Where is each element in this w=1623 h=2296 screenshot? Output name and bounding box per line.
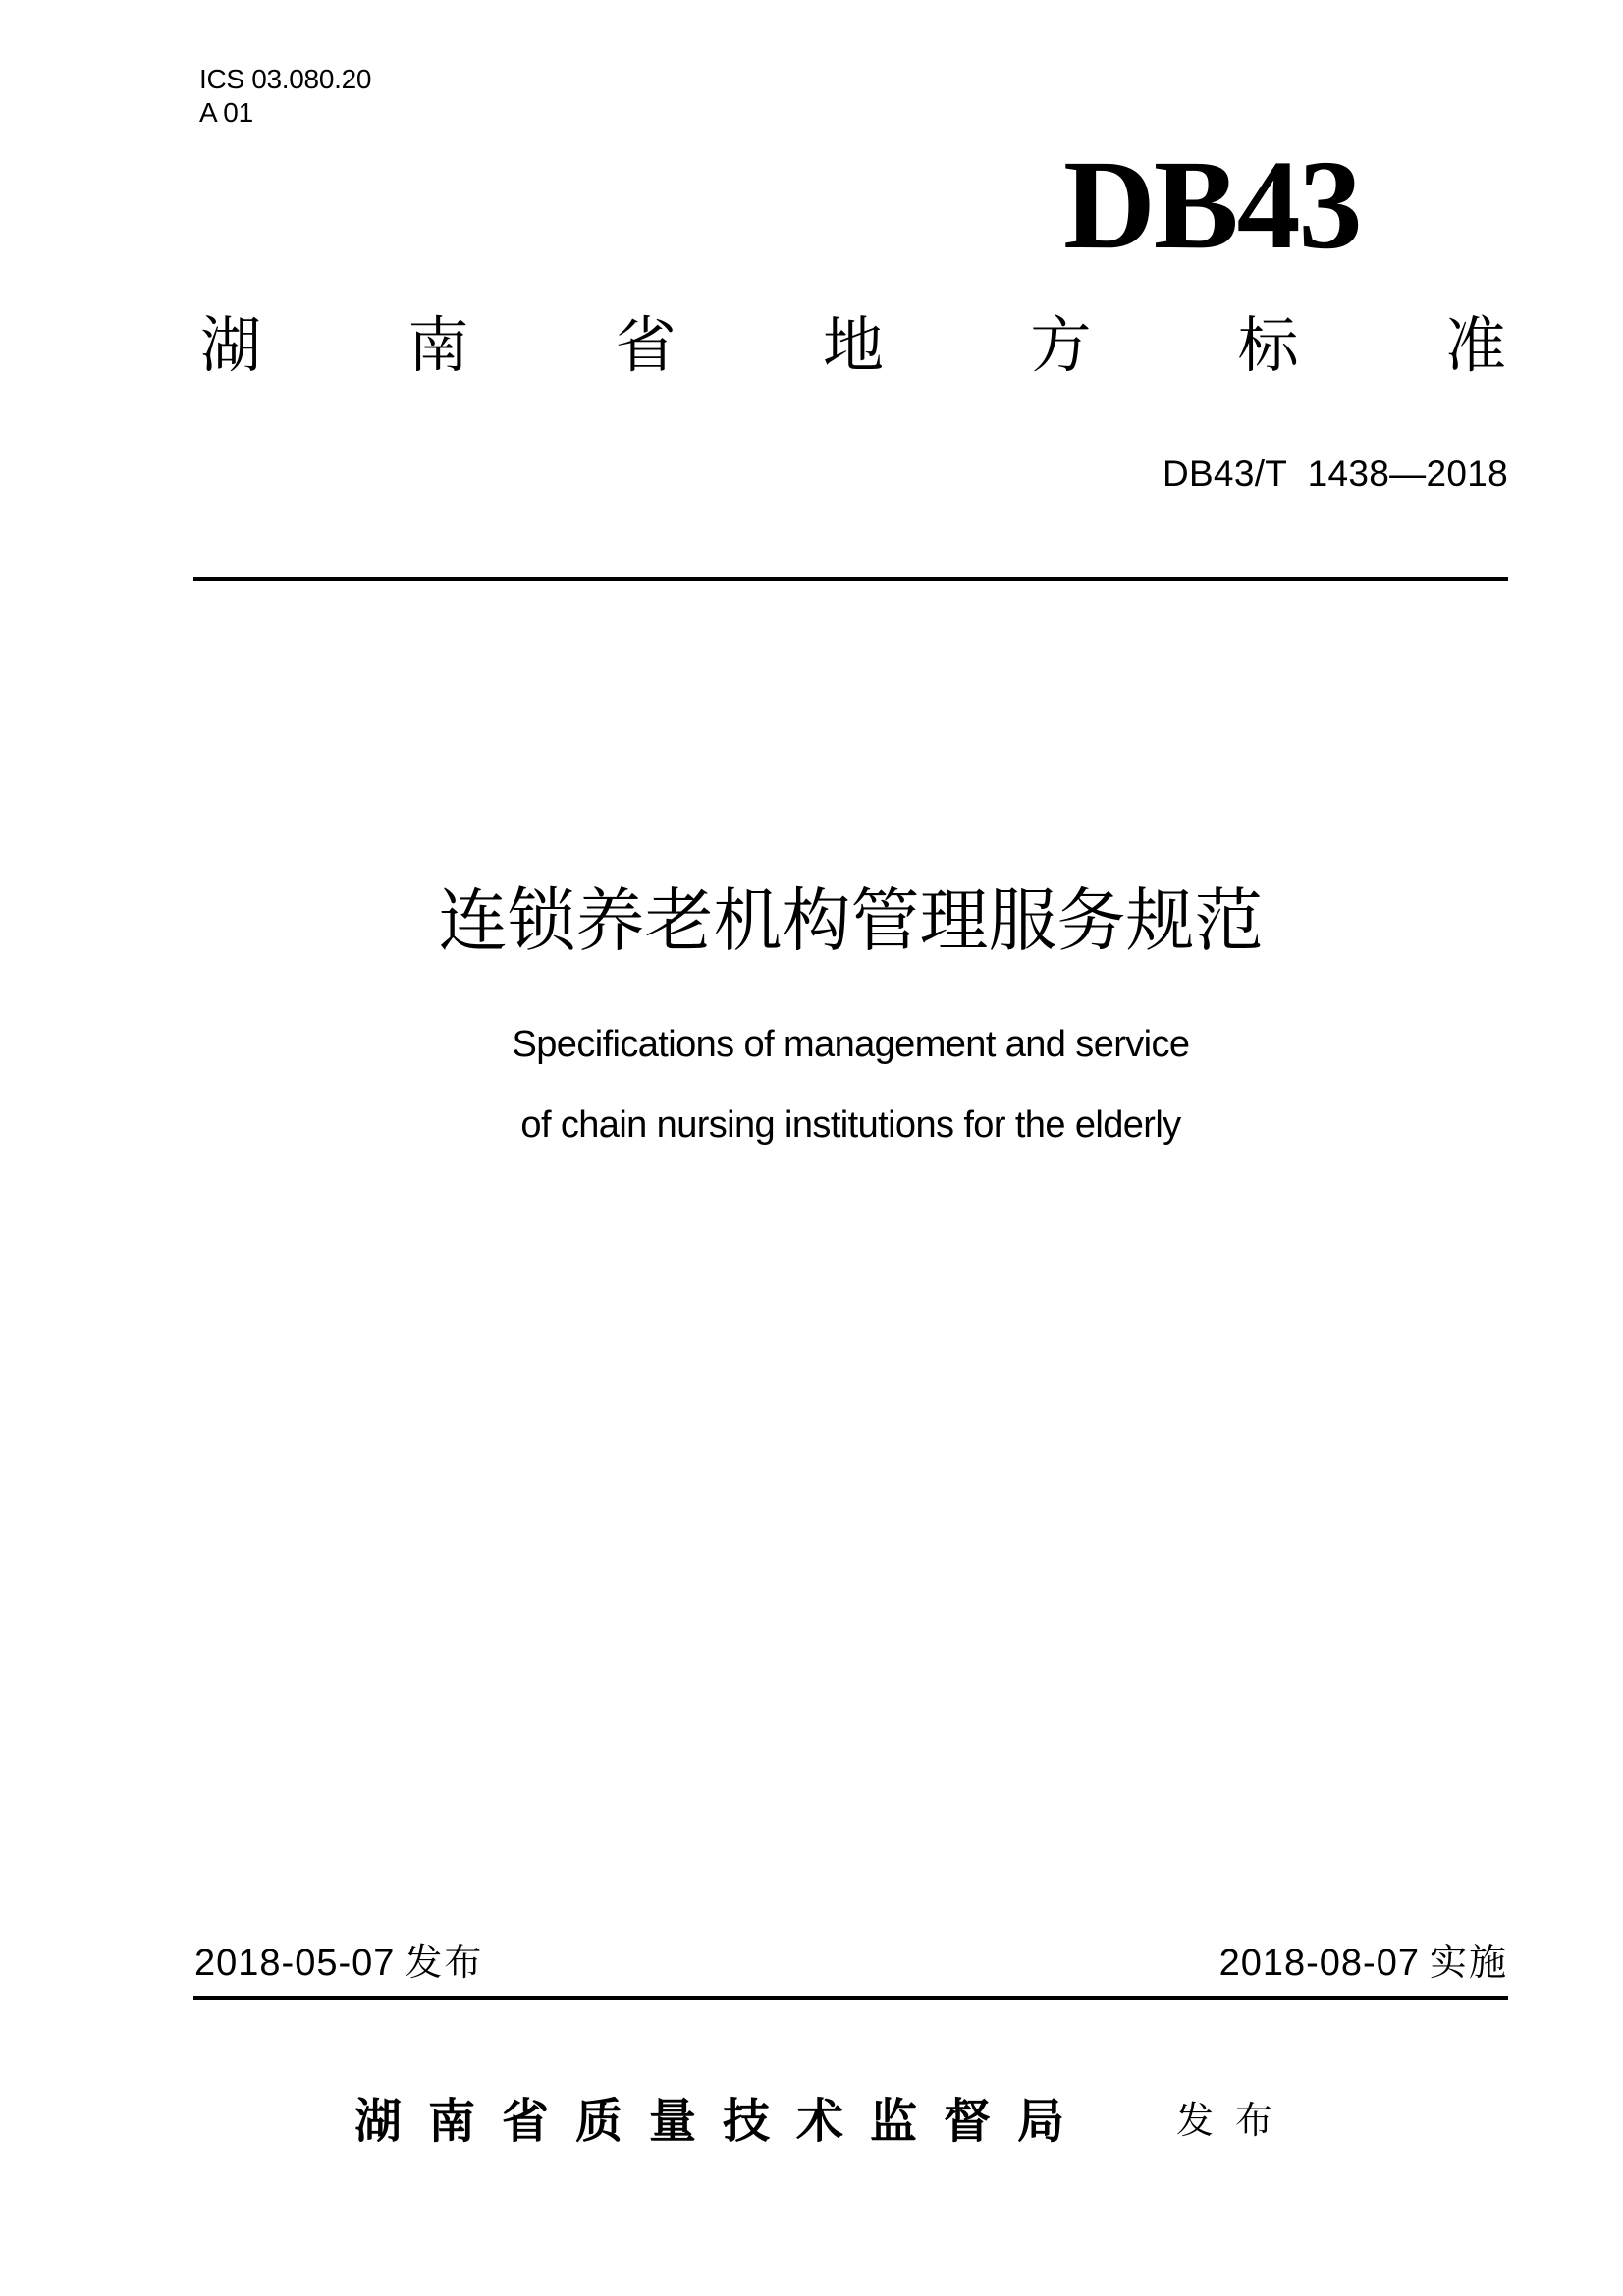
publish-date: 2018-05-07: [194, 1943, 396, 1984]
document-title-en-line2: of chain nursing institutions for the elderly: [520, 1104, 1181, 1146]
publish-date-block: [194, 1940, 483, 1986]
implement-date-label: 实施: [1429, 1941, 1508, 1984]
ics-code: ICS 03.080.20: [199, 64, 372, 94]
publisher-name: 湖南省质量技术监督局: [354, 2094, 1092, 2149]
bottom-divider: [193, 1996, 1508, 2000]
standard-type-char: 南: [407, 309, 469, 381]
standard-logo: DB43: [1063, 134, 1361, 276]
document-title-zh: 连锁养老机构管理服务规范: [438, 881, 1264, 961]
standard-number: DB43/T 1438—2018: [1162, 454, 1508, 494]
publisher-publish-label: 发布: [1176, 2099, 1295, 2142]
standard-type-char: 省: [615, 309, 676, 381]
standard-type-char: 湖: [200, 309, 262, 381]
standard-type-char: 地: [822, 309, 884, 381]
standard-type-heading: [200, 308, 1506, 383]
top-divider: [193, 577, 1508, 581]
document-title-en-line1: Specifications of management and service: [512, 1024, 1190, 1065]
publish-date-label: 发布: [405, 1941, 484, 1984]
standard-type-char: 标: [1237, 309, 1299, 381]
ccs-code: A 01: [199, 97, 253, 128]
implement-date: 2018-08-07: [1218, 1943, 1420, 1984]
standard-type-char: 方: [1030, 309, 1092, 381]
implement-date-block: [1219, 1940, 1508, 1986]
standard-type-char: 准: [1444, 309, 1506, 381]
